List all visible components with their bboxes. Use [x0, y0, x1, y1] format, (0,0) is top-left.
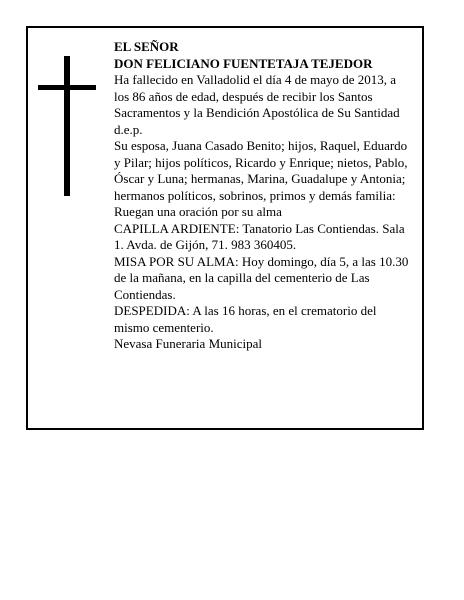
family-members: Su esposa, Juana Casado Benito; hijos, Raquel, Eduardo y Pilar; hijos políticos, Ricardo y Enrique; nietos, Pablo, Óscar y Luna; hermanas, Marina, Guadalupe y Antonia; hermanos políticos, sobrinos, primos y demás familia:	[114, 138, 408, 203]
death-information: Ha fallecido en Valladolid el día 4 de mayo de 2013, a los 86 años de edad, después de recibir los Santos Sacramentos y la Bendición Apostólica de Su Santidad d.e.p.	[114, 72, 400, 137]
chapel-information: CAPILLA ARDIENTE: Tanatorio Las Contiendas. Sala 1. Avda. de Gijón, 71. 983 360405.	[114, 220, 405, 252]
funeral-home-name: Nevasa Funeraria Municipal	[114, 336, 263, 351]
cross-horizontal-bar	[38, 85, 96, 90]
obituary-text	[114, 39, 410, 353]
mass-information: MISA POR SU ALMA: Hoy domingo, día 5, a las 10.30 de la mañana, en la capilla del cementerio de Las Contiendas.	[114, 253, 409, 302]
deceased-name: DON FELICIANO FUENTETAJA TEJEDOR	[114, 55, 373, 71]
cross-icon	[38, 56, 96, 196]
prayer-request: Ruegan una oración por su alma	[114, 204, 282, 219]
cross-vertical-bar	[64, 56, 70, 196]
notice-heading-title: EL SEÑOR	[114, 39, 179, 54]
farewell-information: DESPEDIDA: A las 16 horas, en el crematorio del mismo cementerio.	[114, 303, 377, 335]
